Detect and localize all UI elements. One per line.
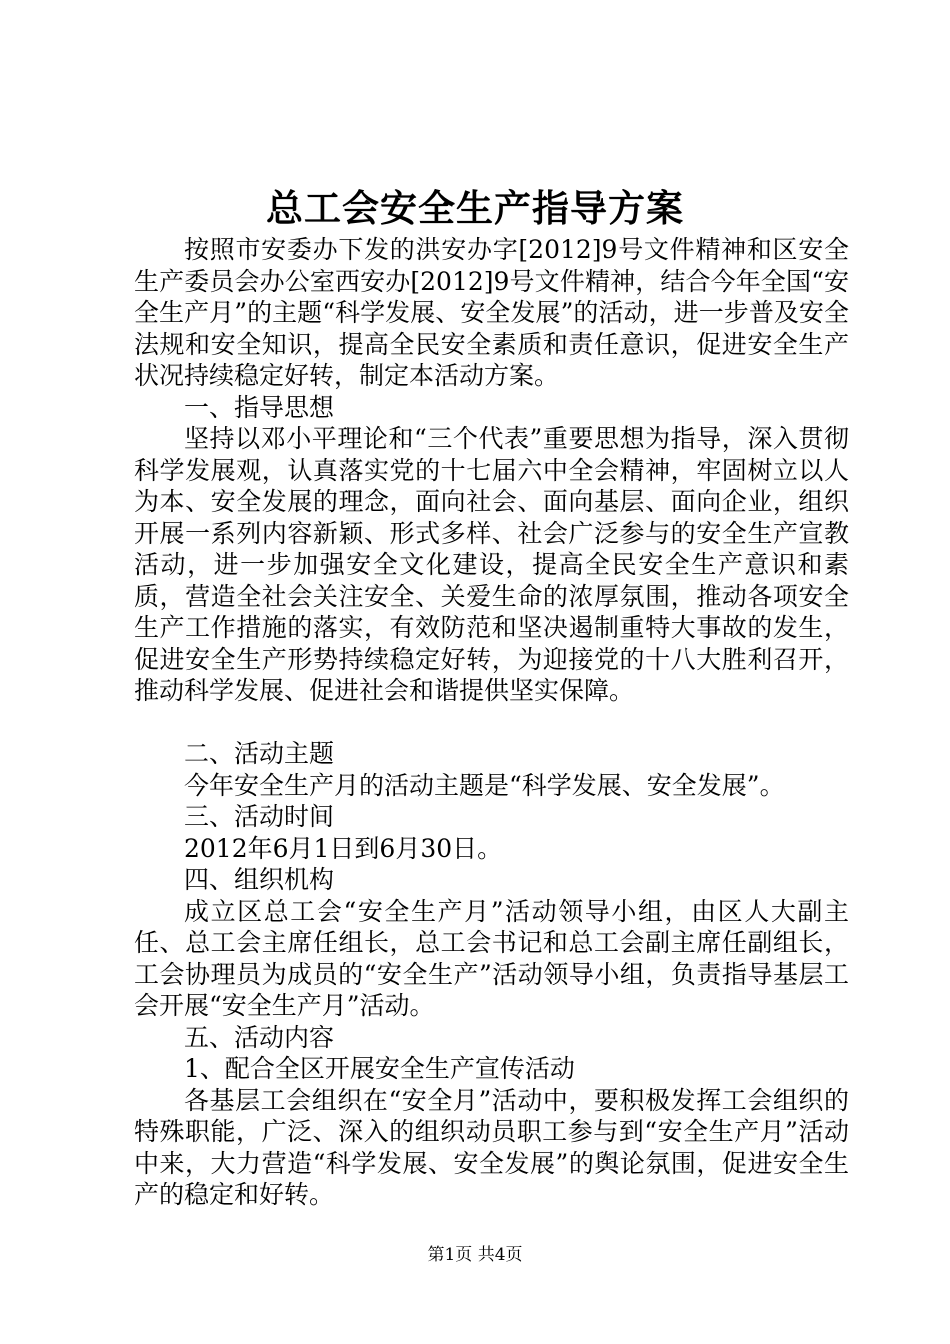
activity-time-paragraph: 2012年6月1日到6月30日。: [184, 833, 503, 863]
document-title: 总工会安全生产指导方案: [266, 186, 684, 230]
organization-paragraph: 成立区总工会“安全生产月”活动领导小组，由区人大副主任、总工会主席任组长，总工会书记和总工会副主席任副组长，工会协理员为成员的“安全生产”活动领导小组，负责指导基层工会开展“安全生产月”活动。: [134, 896, 849, 1020]
guiding-ideology-paragraph: 坚持以邓小平理论和“三个代表”重要思想为指导，深入贯彻科学发展观，认真落实党的十七届六中全会精神，牢固树立以人为本、安全发展的理念，面向社会、面向基层、面向企业，组织开展一系列内容新颖、形式多样、社会广泛参与的安全生产宣教活动，进一步加强安全文化建设，提高全民安全生产意识和素质，营造全社会关注安全、关爱生命的浓厚氛围，推动各项安全生产工作措施的落实，有效防范和坚决遏制重特大事故的发生，促进安全生产形势持续稳定好转，为迎接党的十八大胜利召开，推动科学发展、促进社会和谐提供坚实保障。: [134, 424, 849, 705]
section-heading-activity-theme: 二、活动主题: [184, 739, 335, 768]
document-body: [134, 234, 849, 1211]
section-heading-guiding-ideology: 一、指导思想: [184, 392, 335, 422]
section-heading-activity-time: 三、活动时间: [184, 802, 335, 831]
subsection-heading-publicity: 1、配合全区开展安全生产宣传活动: [184, 1054, 575, 1083]
publicity-paragraph: 各基层工会组织在“安全月”活动中，要积极发挥工会组织的特殊职能，广泛、深入的组织动员职工参与到“安全生产月”活动中来，大力营造“科学发展、安全发展”的舆论氛围，促进安全生产的稳定和好转。: [134, 1085, 849, 1209]
section-heading-activity-content: 五、活动内容: [184, 1022, 335, 1052]
paragraph-gap: [134, 707, 849, 739]
activity-theme-paragraph: 今年安全生产月的活动主题是“科学发展、安全发展”。: [184, 770, 785, 800]
section-heading-organization: 四、组织机构: [184, 865, 335, 894]
page-footer: 第1页 共4页: [427, 1245, 523, 1265]
intro-paragraph: 按照市安委办下发的洪安办字[2012]9号文件精神和区安全生产委员会办公室西安办[2012]9号文件精神，结合今年全国“安全生产月”的主题“科学发展、安全发展”的活动，进一步普及安全法规和安全知识，提高全民安全素质和责任意识，促进安全生产状况持续稳定好转，制定本活动方案。: [134, 235, 849, 390]
